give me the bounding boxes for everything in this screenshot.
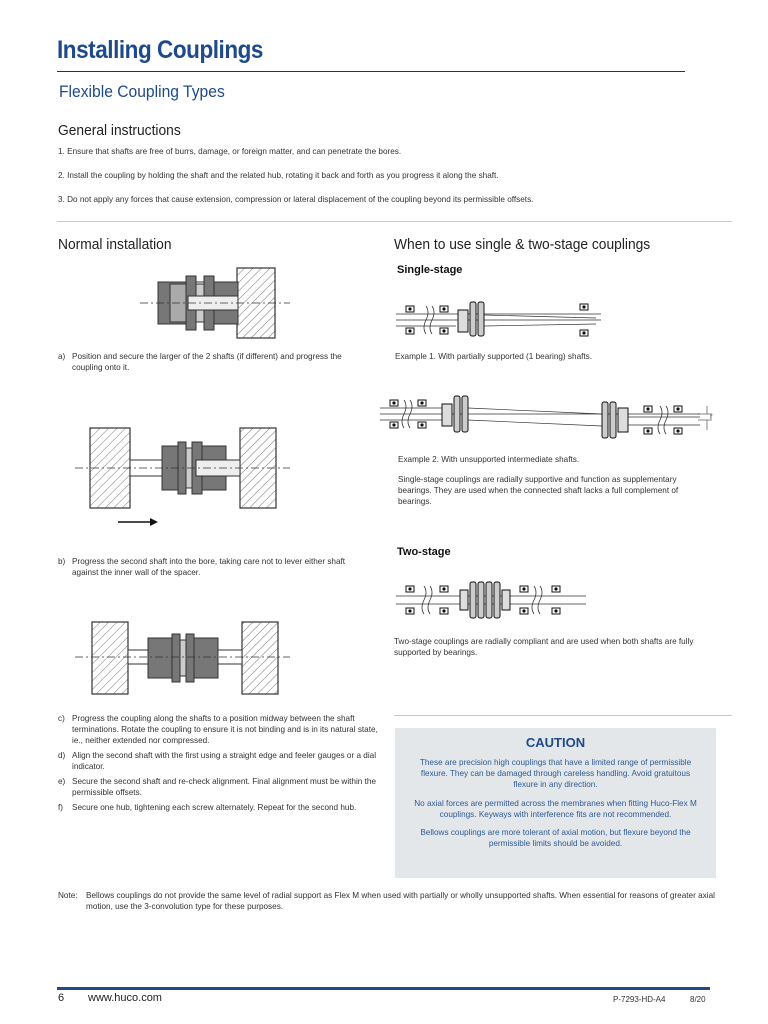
step-f-label: f) [58,803,64,812]
website-link[interactable]: www.huco.com [88,992,162,1004]
step-a-label: a) [58,352,66,361]
step-a [58,351,358,373]
note-text: Bellows couplings do not provide the same level of radial support as Flex M when used with partially or wholly unsupported shafts. When essential for reasons of greater axial motion, use the 3-convolution type for these purposes. [86,891,715,911]
step-b [58,556,358,578]
two-stage-description: Two-stage couplings are radially compliant and are used when both shafts are fully supported by bearings. [394,637,694,657]
step-e-text: Secure the second shaft and re-check alignment. Final alignment must be within the permissible offsets. [72,777,377,797]
diagram-install-step-c [70,618,300,698]
section-divider [57,221,732,222]
caution-divider [394,715,732,716]
step-d-text: Align the second shaft with the first using a straight edge and feeler gauges or a dial indicator. [72,751,377,771]
footer-rule [57,987,710,990]
caution-paragraph-1: These are precision high couplings that have a limited range of permissible flexure. They can be damaged through careless handling. Avoid gratuitous flexure in any direction. [419,758,692,789]
single-stage-heading: Single-stage [397,264,463,276]
page-subtitle: Flexible Coupling Types [59,82,225,101]
caution-box [395,728,716,878]
document-code: P-7293-HD-A4 [613,995,666,1004]
page-title: Installing Couplings [57,36,264,64]
step-e-label: e) [58,777,66,786]
example-1-caption: Example 1. With partially supported (1 bearing) shafts. [395,352,593,361]
general-item-3: 3. Do not apply any forces that cause extension, compression or lateral displacement of the coupling beyond its permissible offsets. [58,195,534,204]
step-c-text: Progress the coupling along the shafts to a position midway between the shaft terminations. Rotate the coupling to ensure it is not binding and is in its natural state, ie., neither extended nor compressed. [72,714,378,745]
step-b-label: b) [58,557,66,566]
diagram-install-step-a [140,262,330,344]
caution-paragraph-2: No axial forces are permitted across the membranes when fitting Huco-Flex M couplings. Keyways with interference fits are not recommended. [414,799,697,819]
two-stage-heading: Two-stage [397,546,451,558]
step-f-text: Secure one hub, tightening each screw alternately. Repeat for the second hub. [72,803,357,812]
note-label: Note: [58,891,78,900]
example-2-caption: Example 2. With unsupported intermediate shafts. [398,455,580,464]
caution-paragraph-3: Bellows couplings are more tolerant of axial motion, but flexure beyond the permissible limits should be avoided. [420,828,691,848]
diagram-example-2 [380,392,720,440]
step-b-text: Progress the second shaft into the bore, taking care not to lever either shaft against the inner wall of the spacer. [72,557,346,577]
title-divider [57,71,685,72]
step-d [58,750,378,772]
single-stage-description: Single-stage couplings are radially supportive and function as supplementary bearings. They are used when the connected shaft lacks a full complement of bearings. [398,475,679,506]
steps-list [58,713,378,813]
diagram-install-step-b [70,424,300,530]
step-a-text: Position and secure the larger of the 2 shafts (if different) and progress the coupling onto it. [72,352,342,372]
page-number: 6 [58,992,65,1004]
general-instructions-heading: General instructions [58,122,181,139]
offset-label: r [710,412,713,421]
normal-installation-heading: Normal installation [58,236,172,253]
general-item-2: 2. Install the coupling by holding the shaft and the related hub, rotating it back and forth as you progress it along the shaft. [58,171,499,180]
diagram-two-stage [396,578,596,620]
step-c-label: c) [58,714,65,723]
document-date: 8/20 [690,995,706,1004]
general-item-1: 1. Ensure that shafts are free of burrs, damage, or foreign matter, and can penetrate the bores. [58,147,402,156]
caution-title: CAUTION [525,735,586,750]
step-d-label: d) [58,751,66,760]
step-e [58,776,378,798]
when-to-use-heading: When to use single & two-stage couplings [394,236,651,253]
step-c [58,713,378,746]
diagram-example-1 [396,296,606,336]
step-f [58,802,378,813]
note [58,890,718,912]
